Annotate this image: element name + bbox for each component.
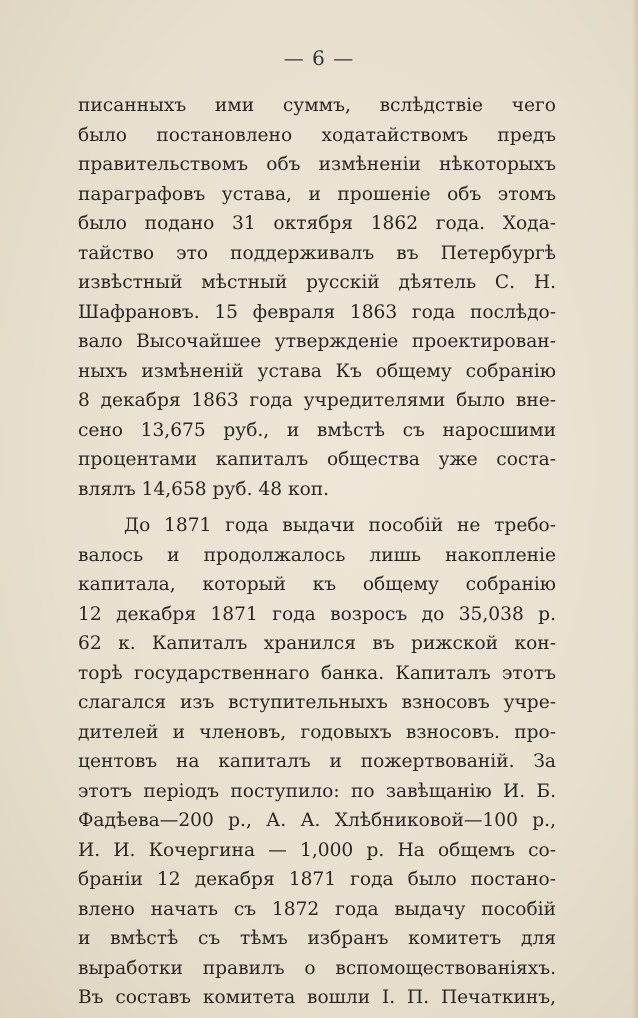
paragraph-1	[78, 91, 556, 504]
text-line: тайство это поддерживалъ въ Петербургѣ	[78, 242, 556, 264]
text-line: капитала, который къ общему собранію	[78, 574, 556, 595]
page-number: — 6 —	[283, 46, 355, 70]
text-line: писанныхъ ими суммъ, вслѣдствіе чего	[78, 95, 556, 116]
text-line: влялъ 14,658 руб. 48 коп.	[78, 478, 330, 500]
text-line: 12 декабря 1871 года возросъ до 35,038 р.	[78, 603, 556, 625]
text-line: правительствомъ объ измѣненіи нѣкоторыхъ	[78, 154, 556, 175]
text-line: слагался изъ вступительныхъ взносовъ учре-	[78, 692, 556, 713]
body-text	[78, 91, 556, 1013]
text-line: До 1871 года выдачи пособій не требо-	[124, 515, 556, 536]
text-line: Въ составъ комитета вошли І. П. Печаткинъ,	[78, 987, 556, 1008]
text-line: торѣ государственнаго банка. Капиталъ этотъ	[78, 662, 556, 684]
text-line: было подано 31 октября 1862 года. Хода-	[78, 213, 556, 234]
text-line: Фадѣева—200 р., А. А. Хлѣбниковой—100 р.,	[78, 810, 556, 831]
text-line: дителей и членовъ, годовыхъ взносовъ. про-	[78, 721, 556, 743]
text-line: центовъ на капиталъ и пожертвованій. За	[78, 751, 556, 772]
paragraph-2	[78, 511, 556, 1013]
text-line: процентами капиталъ общества уже соста-	[78, 449, 556, 470]
text-line: извѣстный мѣстный русскій дѣятель С. Н.	[78, 272, 556, 293]
text-line: Шафрановъ. 15 февраля 1863 года послѣдо-	[78, 301, 556, 323]
text-line: влено начать съ 1872 года выдачу пособій	[78, 898, 556, 920]
text-line: сено 13,675 руб., и вмѣстѣ съ наросшими	[78, 419, 556, 441]
text-line: 62 к. Капиталъ хранился въ рижской кон-	[78, 633, 556, 654]
text-line: было постановлено ходатайствомъ предъ	[78, 124, 556, 146]
text-line: браніи 12 декабря 1871 года было постано-	[78, 869, 556, 890]
text-line: этотъ періодъ поступило: по завѣщанію И. Б.	[78, 780, 556, 802]
text-line: выработки правилъ о вспомоществованіяхъ.	[78, 957, 556, 979]
text-line: валось и продолжалось лишь накопленіе	[78, 544, 556, 566]
text-line: и вмѣстѣ съ тѣмъ избранъ комитетъ для	[78, 928, 556, 949]
text-line: параграфовъ устава, и прошеніе объ этомъ	[78, 183, 556, 205]
text-line: ныхъ измѣненій устава Къ общему собранію	[78, 360, 556, 382]
text-line: 8 декабря 1863 года учредителями было вне-	[78, 390, 556, 411]
page-edge-shadow	[632, 0, 638, 1018]
text-line: И. И. Кочергина — 1,000 р. На общемъ со-	[78, 839, 556, 861]
text-line: вало Высочайшее утвержденіе проектирован-	[78, 331, 556, 352]
paragraph-gap	[78, 504, 556, 511]
